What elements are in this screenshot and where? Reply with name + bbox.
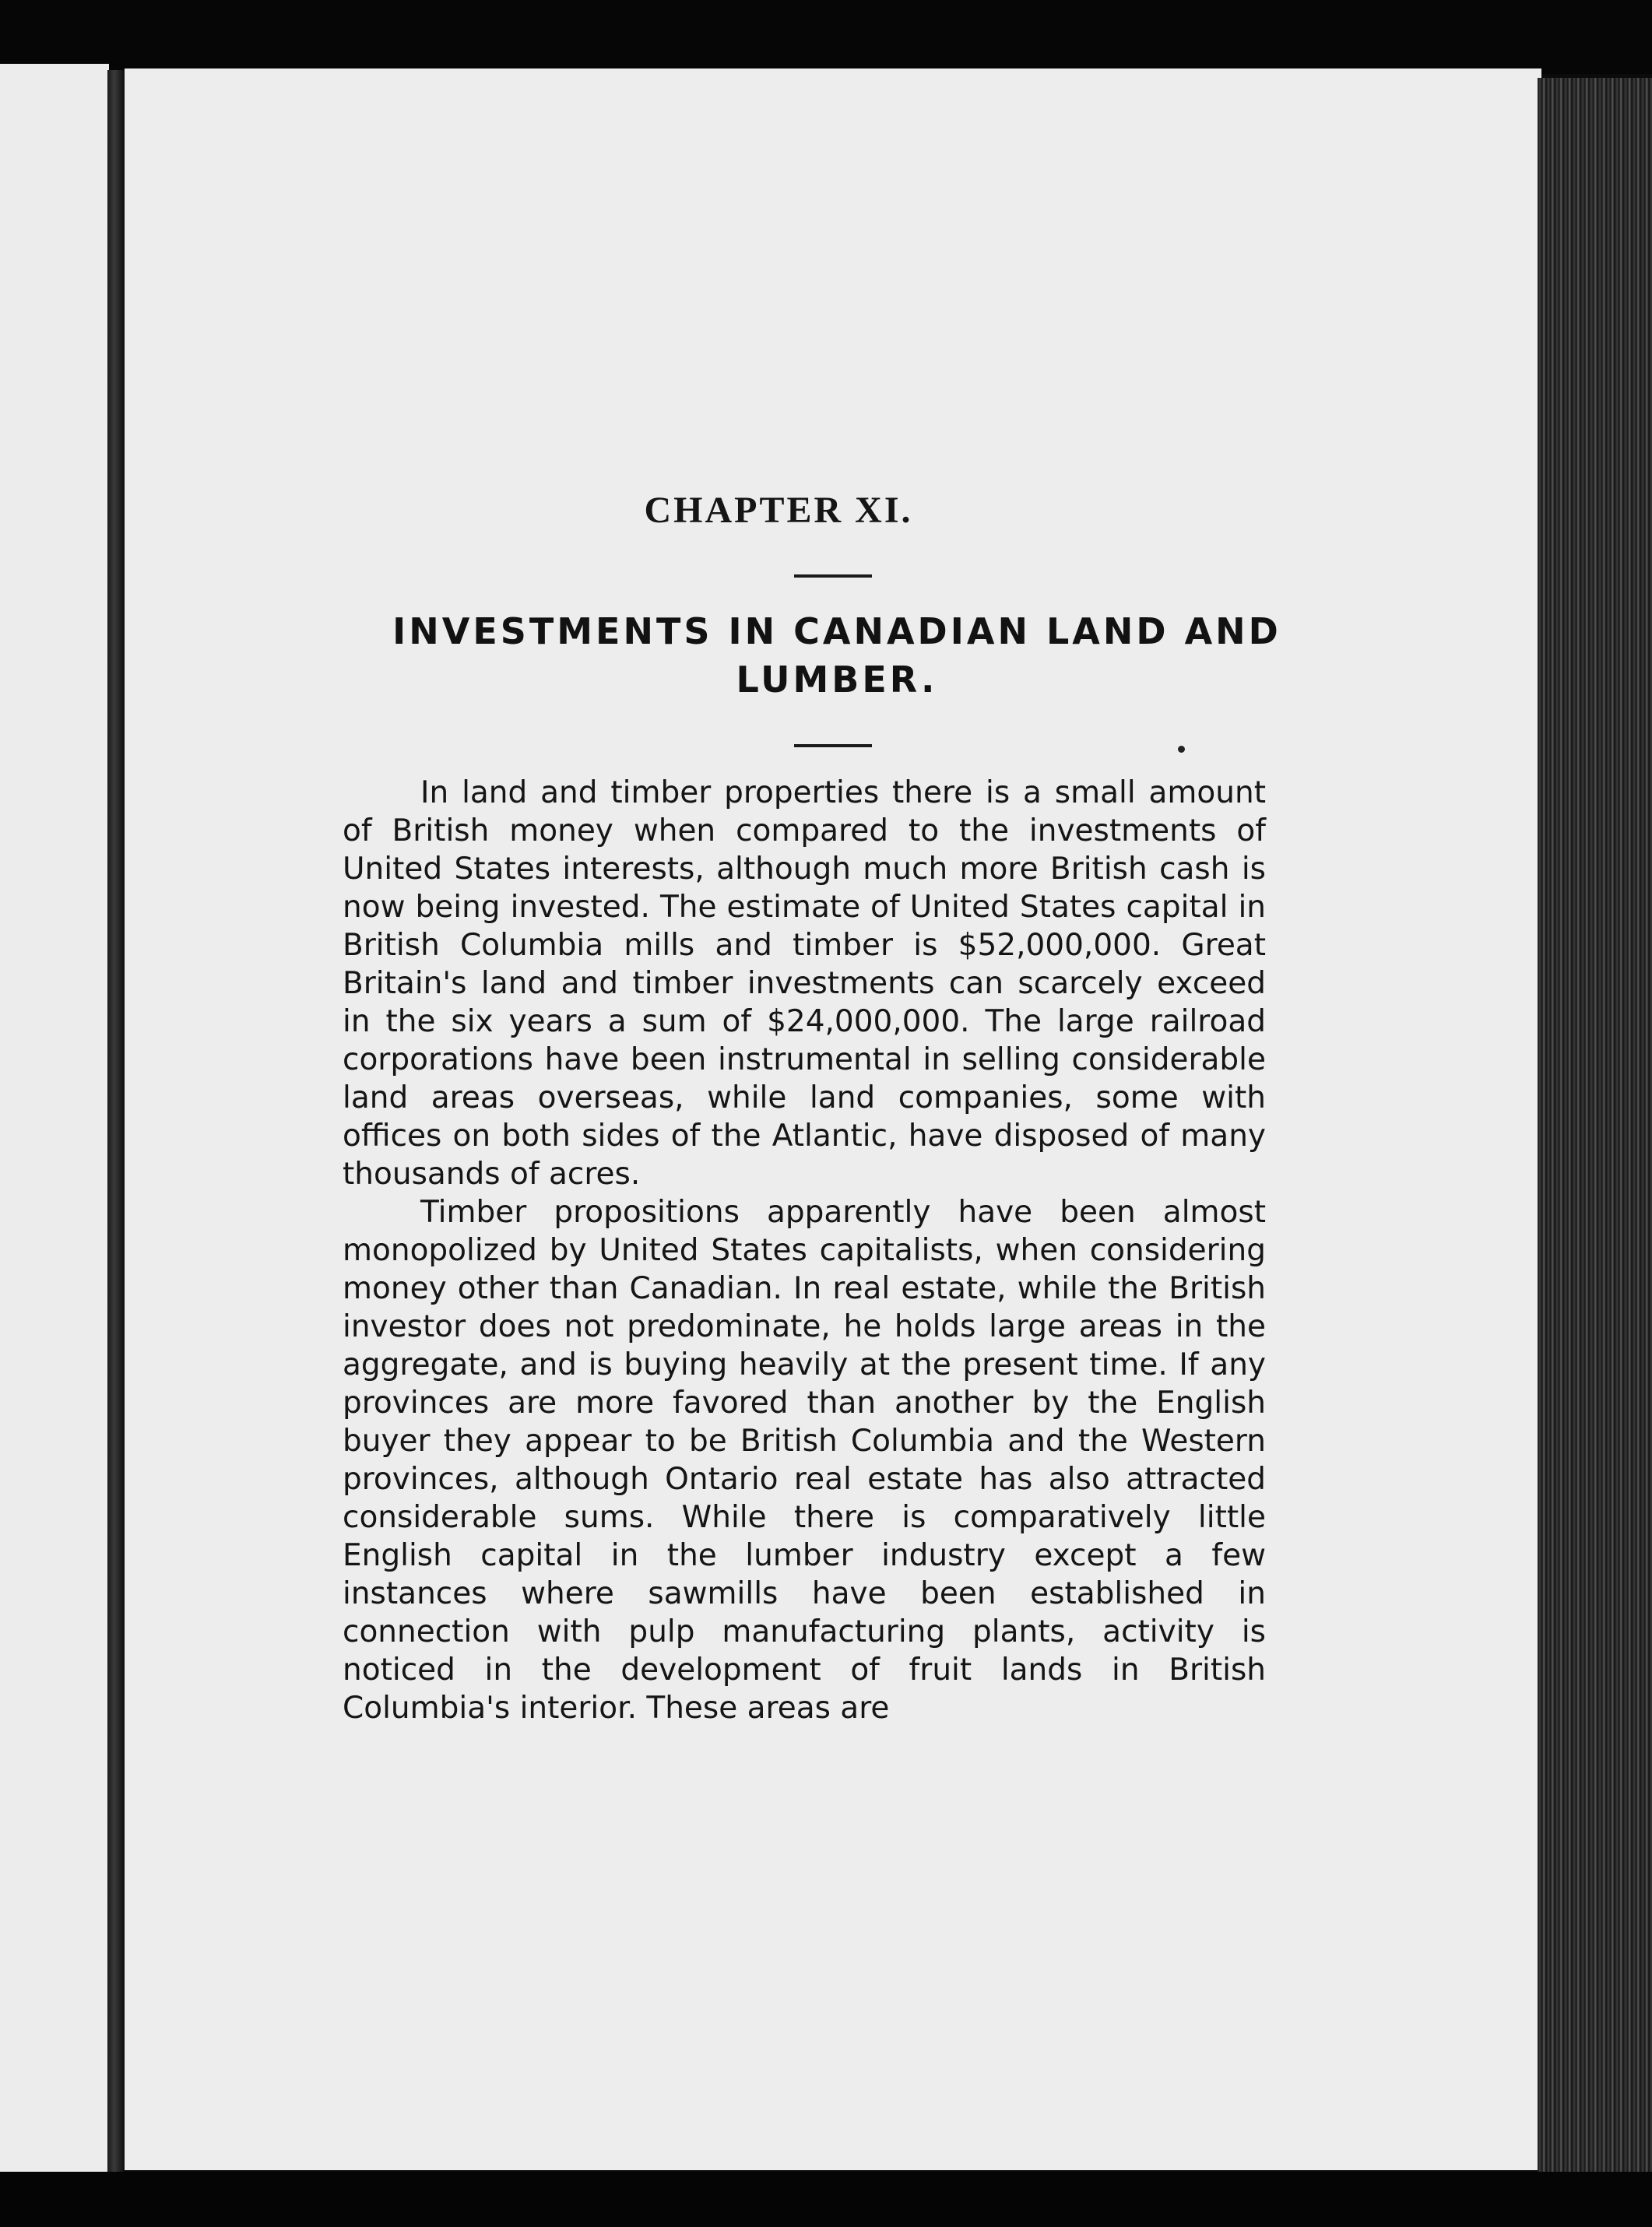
book-gutter (107, 70, 125, 2172)
chapter-heading: CHAPTER XI. (644, 490, 913, 531)
heading-rule-bottom (794, 744, 872, 747)
heading-rule-top (794, 574, 872, 578)
chapter-title-line-1: INVESTMENTS IN CANADIAN LAND AND (392, 610, 1281, 652)
paragraph-2: Timber propositions apparently have been almost monopolized by United States capitalists, when considering money other than Canadian. In real estate, while the British investor does not predominate, he holds large areas in the aggregate, and is buying heavily at the present time. If any provinces are more favored than another by the English buyer they appear to be British Columbia and the Western provinces, although Ontario real estate has also attracted considerable sums. While there is comparatively little English capital in the lumber industry except a few instances where sawmills have been established in connection with pulp manufacturing plants, activity is noticed in the development of fruit lands in British Columbia's interior. These areas are (343, 1195, 1266, 1726)
book-page (125, 68, 1541, 2170)
scan-top-border (0, 0, 1652, 74)
print-speck (1178, 746, 1185, 753)
facing-page-edge (0, 64, 109, 2173)
body-text (343, 774, 1266, 1727)
chapter-title-line-2: LUMBER. (736, 659, 938, 701)
page-stack-edge (1538, 78, 1652, 2180)
paragraph-1: In land and timber properties there is a small amount of British money when compared to the investments of United States interests, although much more British cash is now being invested. The estimate of United States capital in British Columbia mills and timber is $52,000,000. Great Britain's land and timber investments can scarcely exceed in the six years a sum of $24,000,000. The large railroad corporations have been instrumental in selling considerable land areas overseas, while land companies, some with offices on both sides of the Atlantic, have disposed of many thousands of acres. (343, 775, 1266, 1192)
scan-bottom-border (0, 2172, 1652, 2227)
chapter-title (358, 607, 1316, 704)
